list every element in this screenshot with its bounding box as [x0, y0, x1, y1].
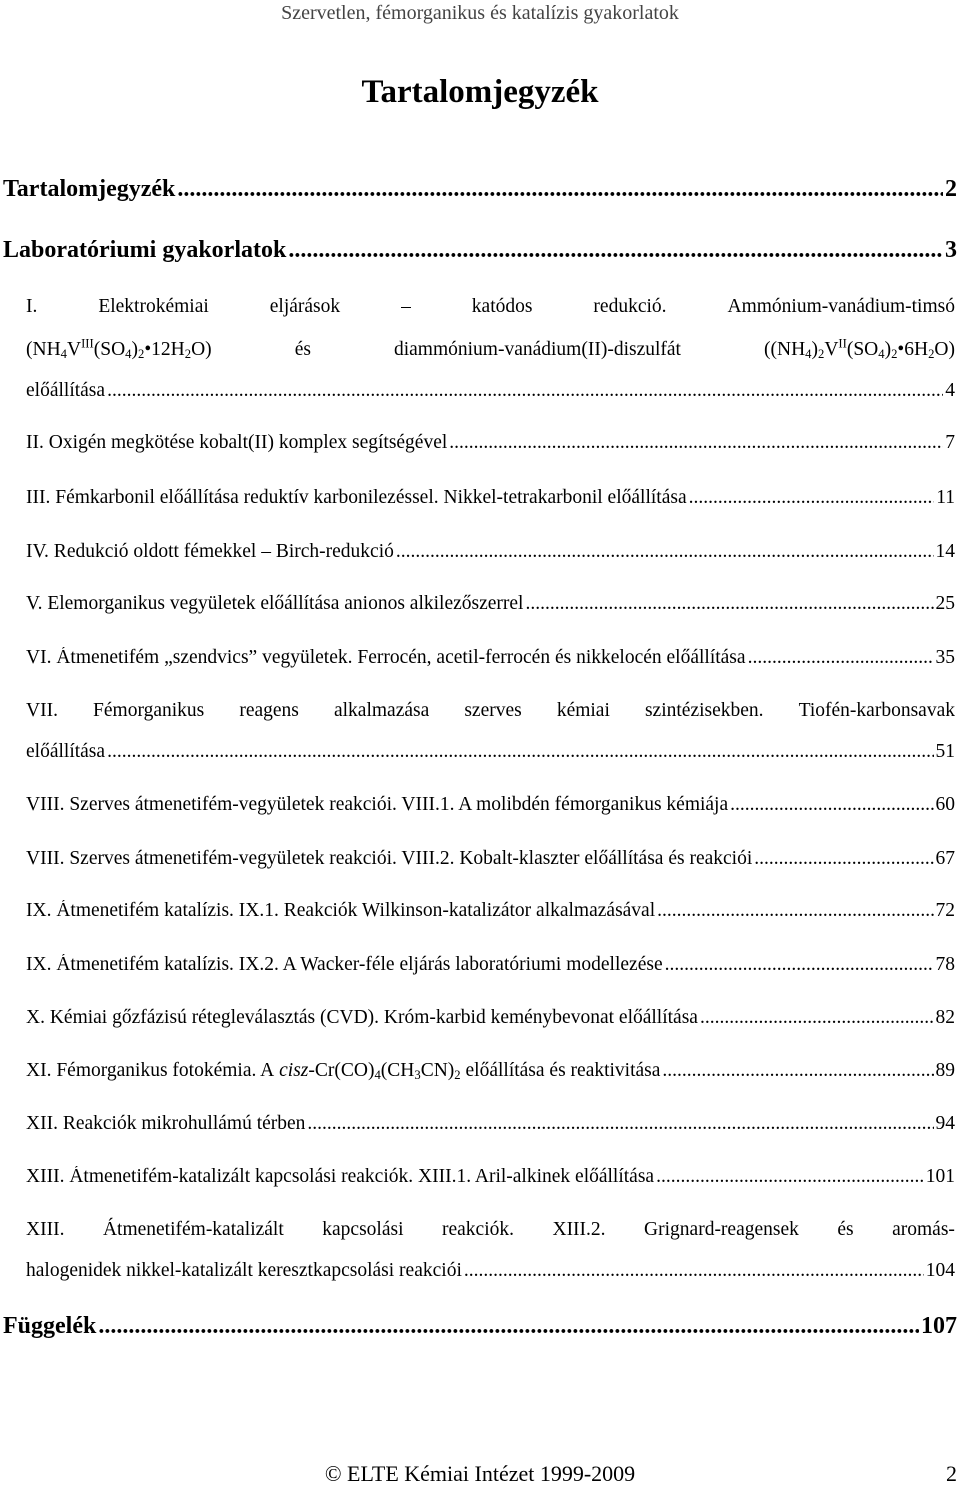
- toc-entry-i-line1[interactable]: [26, 296, 955, 318]
- toc-label: IX. Átmenetifém katalízis. IX.2. A Wacker-féle eljárás laboratóriumi modellezése: [26, 954, 663, 975]
- toc-word: aromás-: [892, 1219, 955, 1240]
- toc-word: VII.: [26, 700, 58, 721]
- toc-entry-i-line2[interactable]: [26, 336, 955, 362]
- toc-word: I.: [26, 296, 38, 317]
- toc-word: és: [294, 339, 311, 360]
- dot-leader: [748, 647, 934, 669]
- toc-label: IV. Redukció oldott fémekkel – Birch-redukció: [26, 541, 394, 562]
- toc-entry-viii-1[interactable]: [26, 794, 955, 816]
- toc-entry-iv[interactable]: [26, 541, 955, 563]
- dot-leader: [449, 432, 943, 454]
- formula-ammonium-vanadium-alum: $(NH_4V^{III}(SO_4)_2•12H_2O)$: [26, 336, 212, 362]
- toc-word: kémiai: [556, 700, 610, 721]
- toc-entry-viii-2[interactable]: [26, 848, 955, 870]
- toc-word: kapcsolási: [322, 1219, 404, 1240]
- toc-entry-iii[interactable]: [26, 487, 955, 509]
- toc-label: halogenidek nikkel-katalizált keresztkapcsolási reakciói: [26, 1260, 462, 1281]
- toc-word: reagens: [239, 700, 299, 721]
- toc-label: Laboratóriumi gyakorlatok: [3, 237, 287, 263]
- toc-entry-v[interactable]: [26, 593, 955, 615]
- toc-page: 7: [945, 432, 955, 453]
- running-header: Szervetlen, fémorganikus és katalízis gyakorlatok: [281, 2, 679, 24]
- toc-word: Ammónium-vanádium-timsó: [727, 296, 955, 317]
- dot-leader: [656, 1166, 924, 1188]
- toc-word: XIII.2.: [552, 1219, 606, 1240]
- toc-word: Átmenetifém-katalizált: [102, 1219, 284, 1240]
- toc-word: redukció.: [593, 296, 667, 317]
- toc-entry-xii[interactable]: [26, 1113, 955, 1135]
- toc-entry-tartalomjegyzek[interactable]: [3, 176, 957, 203]
- toc-label: II. Oxigén megkötése kobalt(II) komplex segítségével: [26, 432, 448, 453]
- toc-word: eljárások: [269, 296, 341, 317]
- toc-page: 35: [935, 647, 955, 668]
- page-title: Tartalomjegyzék: [361, 74, 599, 110]
- toc-page: 89: [935, 1060, 955, 1081]
- toc-word: diammónium-vanádium(II)-diszulfát: [393, 339, 681, 360]
- dot-leader: [689, 487, 935, 509]
- toc-entry-ix-2[interactable]: [26, 954, 955, 976]
- toc-word: Tiofén-karbonsavak: [798, 700, 955, 721]
- toc-page: 4: [945, 380, 955, 401]
- toc-entry-vi[interactable]: [26, 647, 955, 669]
- dot-leader: [700, 1007, 934, 1029]
- toc-entry-fuggelek[interactable]: [3, 1313, 957, 1340]
- toc-entry-ii[interactable]: [26, 432, 955, 454]
- toc-entry-xiii-2-line1[interactable]: [26, 1219, 955, 1241]
- toc-label: XI. Fémorganikus fotokémia. A cisz-$Cr(CO)_4(CH_3CN)_2$ előállítása és reaktivitása: [26, 1060, 661, 1082]
- dot-leader: [754, 848, 933, 870]
- toc-word: szerves: [464, 700, 522, 721]
- dot-leader: [464, 1260, 924, 1282]
- toc-word: XIII.: [26, 1219, 65, 1240]
- toc-label: III. Fémkarbonil előállítása reduktív karbonilezéssel. Nikkel-tetrakarbonil előállítása: [26, 487, 687, 508]
- toc-word: Fémorganikus: [93, 700, 205, 721]
- footer-page-number: 2: [946, 1461, 957, 1486]
- formula-diammonium-vanadium-disulfate: $((NH_4)_2V^{II}(SO_4)_2•6H_2O)$: [764, 336, 955, 362]
- toc-label: előállítása: [26, 741, 106, 762]
- toc-label: VIII. Szerves átmenetifém-vegyületek reakciói. VIII.1. A molibdén fémorganikus kémiája: [26, 794, 729, 815]
- dot-leader: [288, 237, 943, 264]
- toc-label: XIII. Átmenetifém-katalizált kapcsolási reakciók. XIII.1. Aril-alkinek előállítása: [26, 1166, 655, 1187]
- toc-entry-ix-1[interactable]: [26, 900, 955, 922]
- toc-word: Grignard-reagensek: [644, 1219, 799, 1240]
- toc-page: 3: [945, 237, 957, 263]
- dot-leader: [525, 593, 933, 615]
- dot-leader: [662, 1060, 933, 1082]
- toc-word: –: [401, 296, 411, 317]
- toc-word: szintézisekben.: [644, 700, 764, 721]
- toc-label: VI. Átmenetifém „szendvics” vegyületek. Ferrocén, acetil-ferrocén és nikkelocén előállítása: [26, 647, 746, 668]
- toc-page: 107: [921, 1313, 957, 1339]
- dot-leader: [107, 380, 943, 402]
- toc-label: X. Kémiai gőzfázisú rétegleválasztás (CVD). Króm-karbid keménybevonat előállítása: [26, 1007, 698, 1028]
- dot-leader: [657, 900, 933, 922]
- toc-page: 78: [935, 954, 955, 975]
- toc-page: 2: [945, 176, 957, 202]
- toc-page: 14: [935, 541, 955, 562]
- dot-leader: [107, 741, 933, 763]
- toc-entry-vii-line2[interactable]: [26, 741, 955, 763]
- toc-word: katódos: [471, 296, 533, 317]
- toc-page: 72: [935, 900, 955, 921]
- toc-page: 51: [935, 741, 955, 762]
- dot-leader: [730, 794, 933, 816]
- toc-page: 104: [925, 1260, 955, 1281]
- toc-entry-x[interactable]: [26, 1007, 955, 1029]
- toc-entry-i-line3[interactable]: [26, 380, 955, 402]
- toc-page: 25: [935, 593, 955, 614]
- toc-word: és: [837, 1219, 854, 1240]
- footer-copyright: © ELTE Kémiai Intézet 1999-2009: [324, 1461, 636, 1486]
- toc-label: XII. Reakciók mikrohullámú térben: [26, 1113, 306, 1134]
- toc-entry-vii-line1[interactable]: [26, 700, 955, 722]
- dot-leader: [177, 176, 943, 203]
- toc-entry-xiii-2-line2[interactable]: [26, 1260, 955, 1282]
- toc-page: 67: [935, 848, 955, 869]
- dot-leader: [396, 541, 934, 563]
- toc-label: VIII. Szerves átmenetifém-vegyületek reakciói. VIII.2. Kobalt-klaszter előállítása és reakciói: [26, 848, 753, 869]
- toc-entry-xi[interactable]: [26, 1060, 955, 1082]
- toc-page: 101: [925, 1166, 955, 1187]
- toc-label: IX. Átmenetifém katalízis. IX.1. Reakciók Wilkinson-katalizátor alkalmazásával: [26, 900, 656, 921]
- toc-entry-xiii-1[interactable]: [26, 1166, 955, 1188]
- dot-leader: [665, 954, 934, 976]
- toc-label: V. Elemorganikus vegyületek előállítása anionos alkilezőszerrel: [26, 593, 524, 614]
- toc-page: 60: [935, 794, 955, 815]
- toc-label: Tartalomjegyzék: [3, 176, 176, 202]
- toc-entry-laboratoriumi-gyakorlatok[interactable]: [3, 237, 957, 264]
- toc-word: alkalmazása: [333, 700, 430, 721]
- dot-leader: [98, 1313, 919, 1340]
- toc-page: 82: [935, 1007, 955, 1028]
- toc-label: előállítása: [26, 380, 106, 401]
- toc-page: 94: [935, 1113, 955, 1134]
- toc-page: 11: [936, 487, 955, 508]
- toc-label: Függelék: [3, 1313, 97, 1339]
- toc-word: reakciók.: [441, 1219, 514, 1240]
- toc-word: Elektrokémiai: [98, 296, 209, 317]
- dot-leader: [307, 1113, 933, 1135]
